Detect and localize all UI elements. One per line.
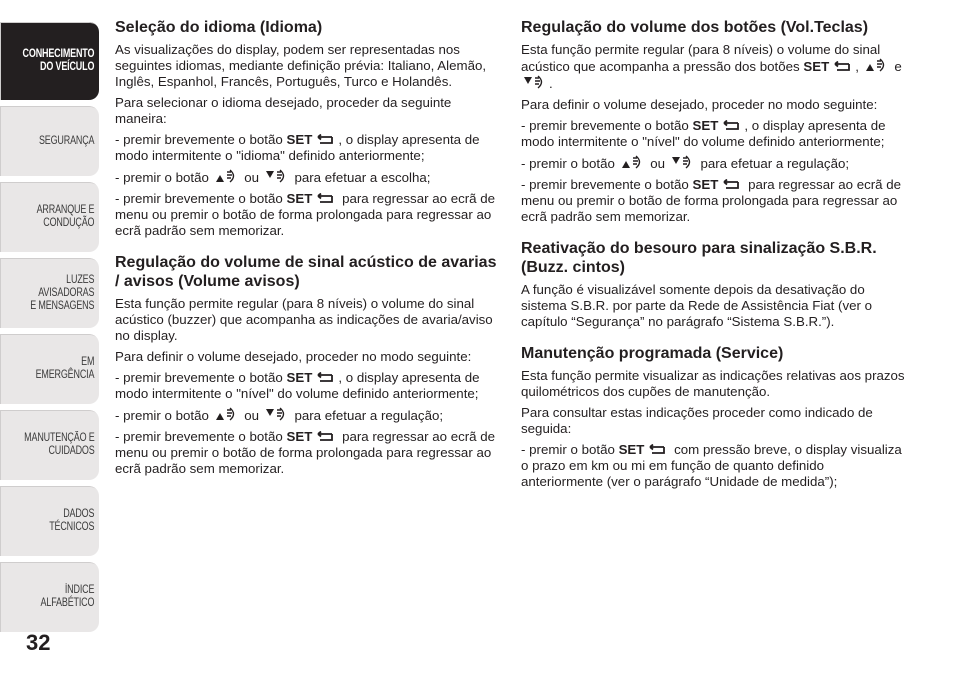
set-button-label: SET	[618, 442, 645, 457]
tab-em-emergencia[interactable]	[0, 334, 99, 404]
section-title-buzz-cintos: Reativação do besouro para sinalização S.B.R. (Buzz. cintos)	[521, 240, 877, 276]
step-text: ou	[650, 156, 666, 171]
tab-indice-alfabetico[interactable]	[0, 562, 99, 632]
tab-manutencao-e-cuidados[interactable]	[0, 410, 99, 480]
tab-arranque-e-conducao[interactable]	[0, 182, 99, 252]
step-text: com pressão breve, o display visualiza o prazo em km ou mi em função de quanto definido anteriormente (ver o parágrafo “Unidade de medida”);	[521, 442, 902, 489]
tab-label: CONHECIMENTO DO VEÍCULO	[22, 48, 95, 73]
paragraph-text: .	[549, 76, 553, 91]
paragraph: As visualizações do display, podem ser representadas nos seguintes idiomas, mediante definição prévia: Italiano, Alemão, Inglês, Espanhol, Francês, Português, Turco e Holandês.	[115, 42, 487, 89]
step-item	[521, 118, 907, 150]
up-button-icon	[215, 407, 239, 422]
step-text: - premir o botão	[521, 442, 615, 457]
up-button-icon	[865, 58, 889, 73]
set-button-label: SET	[286, 370, 313, 385]
set-button-label: SET	[286, 132, 313, 147]
set-return-icon	[720, 179, 742, 191]
down-button-icon	[671, 155, 695, 170]
paragraph: Para definir o volume desejado, proceder no modo seguinte:	[115, 349, 472, 364]
step-text: - premir brevemente o botão	[115, 132, 283, 147]
set-button-label: SET	[692, 118, 719, 133]
step-text: - premir brevemente o botão	[115, 429, 283, 444]
step-text: para efetuar a regulação;	[700, 156, 850, 171]
paragraph: Para definir o volume desejado, proceder no modo seguinte:	[521, 97, 878, 112]
paragraph-text: e	[894, 59, 902, 74]
set-return-icon	[646, 444, 668, 456]
section-title-volume-avisos: Regulação do volume de sinal acústico de avarias / avisos (Volume avisos)	[115, 254, 497, 290]
step-item	[521, 442, 907, 490]
step-text: para efetuar a escolha;	[294, 170, 431, 185]
tab-label: DADOS TÉCNICOS	[49, 508, 95, 533]
down-button-icon	[265, 407, 289, 422]
tab-seguranca[interactable]	[0, 106, 99, 176]
step-item	[115, 407, 501, 424]
tab-label: ARRANQUE E CONDUÇÃO	[36, 204, 95, 229]
step-text: - premir o botão	[521, 156, 615, 171]
page-number: 32	[26, 630, 51, 655]
paragraph	[521, 42, 907, 92]
step-text: para regressar ao ecrã de menu ou premir o botão de forma prolongada para regressar ao ecrã padrão sem memorizar.	[521, 177, 902, 224]
set-return-icon	[314, 134, 336, 146]
set-return-icon	[720, 120, 742, 132]
step-text: para regressar ao ecrã de menu ou premir o botão de forma prolongada para regressar ao ecrã padrão sem memorizar.	[115, 191, 496, 238]
step-text: para regressar ao ecrã de menu ou premir o botão de forma prolongada para regressar ao ecrã padrão sem memorizar.	[115, 429, 496, 476]
step-item	[115, 132, 501, 164]
step-text: - premir brevemente o botão	[115, 370, 283, 385]
step-item	[115, 370, 501, 402]
step-text: ou	[244, 170, 260, 185]
left-column	[115, 18, 501, 482]
tab-label: MANUTENÇÃO E CUIDADOS	[23, 432, 95, 457]
step-text: - premir brevemente o botão	[521, 118, 689, 133]
step-text: - premir o botão	[115, 408, 209, 423]
down-button-icon	[265, 169, 289, 184]
tab-luzes-avisadoras[interactable]	[0, 258, 99, 328]
set-return-icon	[314, 372, 336, 384]
paragraph-text: ,	[855, 59, 859, 74]
paragraph: Esta função permite visualizar as indicações relativas aos prazos quilométricos dos cupões de manutenção.	[521, 368, 905, 399]
paragraph-text: Esta função permite regular (para 8 níveis) o volume do sinal acústico que acompanha a pressão dos botões	[521, 42, 881, 74]
up-button-icon	[621, 155, 645, 170]
section-title-idioma: Seleção do idioma (Idioma)	[115, 19, 323, 36]
set-button-label: SET	[286, 191, 313, 206]
paragraph: A função é visualizável somente depois da desativação do sistema S.B.R. por parte da Rede de Assistência Fiat (ver o capítulo “Segurança” no parágrafo “Sistema S.B.R.”).	[521, 282, 873, 329]
step-text: para efetuar a regulação;	[294, 408, 444, 423]
set-return-icon	[831, 61, 853, 73]
tab-label: LUZES AVISADORAS E MENSAGENS	[30, 273, 95, 312]
step-text: , o display apresenta de modo intermitente o "nível" do volume definido anteriormente;	[521, 118, 886, 149]
tab-conhecimento-do-veiculo[interactable]	[0, 22, 99, 100]
set-return-icon	[314, 431, 336, 443]
step-text: - premir brevemente o botão	[115, 191, 283, 206]
step-item	[115, 191, 501, 239]
tab-label: EM EMERGÊNCIA	[35, 356, 95, 381]
right-column	[521, 18, 907, 495]
section-title-service: Manutenção programada (Service)	[521, 345, 784, 362]
section-title-vol-teclas: Regulação do volume dos botões (Vol.Teclas)	[521, 19, 869, 36]
paragraph: Para consultar estas indicações proceder como indicado de seguida:	[521, 405, 873, 436]
tab-dados-tecnicos[interactable]	[0, 486, 99, 556]
down-button-icon	[523, 75, 547, 90]
tab-label: ÍNDICE ALFABÉTICO	[40, 584, 95, 609]
set-return-icon	[314, 193, 336, 205]
set-button-label: SET	[692, 177, 719, 192]
step-text: ou	[244, 408, 260, 423]
paragraph: Esta função permite regular (para 8 níveis) o volume do sinal acústico (buzzer) que acompanha as indicações de avaria/aviso no display.	[115, 296, 493, 343]
step-item	[115, 429, 501, 477]
tab-label: SEGURANÇA	[38, 134, 95, 147]
up-button-icon	[215, 169, 239, 184]
step-text: , o display apresenta de modo intermitente o "idioma" definido anteriormente;	[115, 132, 480, 163]
step-item	[115, 169, 501, 186]
step-text: , o display apresenta de modo intermitente o "nível" do volume definido anteriormente;	[115, 370, 480, 401]
step-text: - premir o botão	[115, 170, 209, 185]
set-button-label: SET	[286, 429, 313, 444]
step-item	[521, 177, 907, 225]
set-button-label: SET	[803, 59, 830, 74]
step-item	[521, 155, 907, 172]
step-text: - premir brevemente o botão	[521, 177, 689, 192]
paragraph: Para selecionar o idioma desejado, proceder da seguinte maneira:	[115, 95, 452, 126]
